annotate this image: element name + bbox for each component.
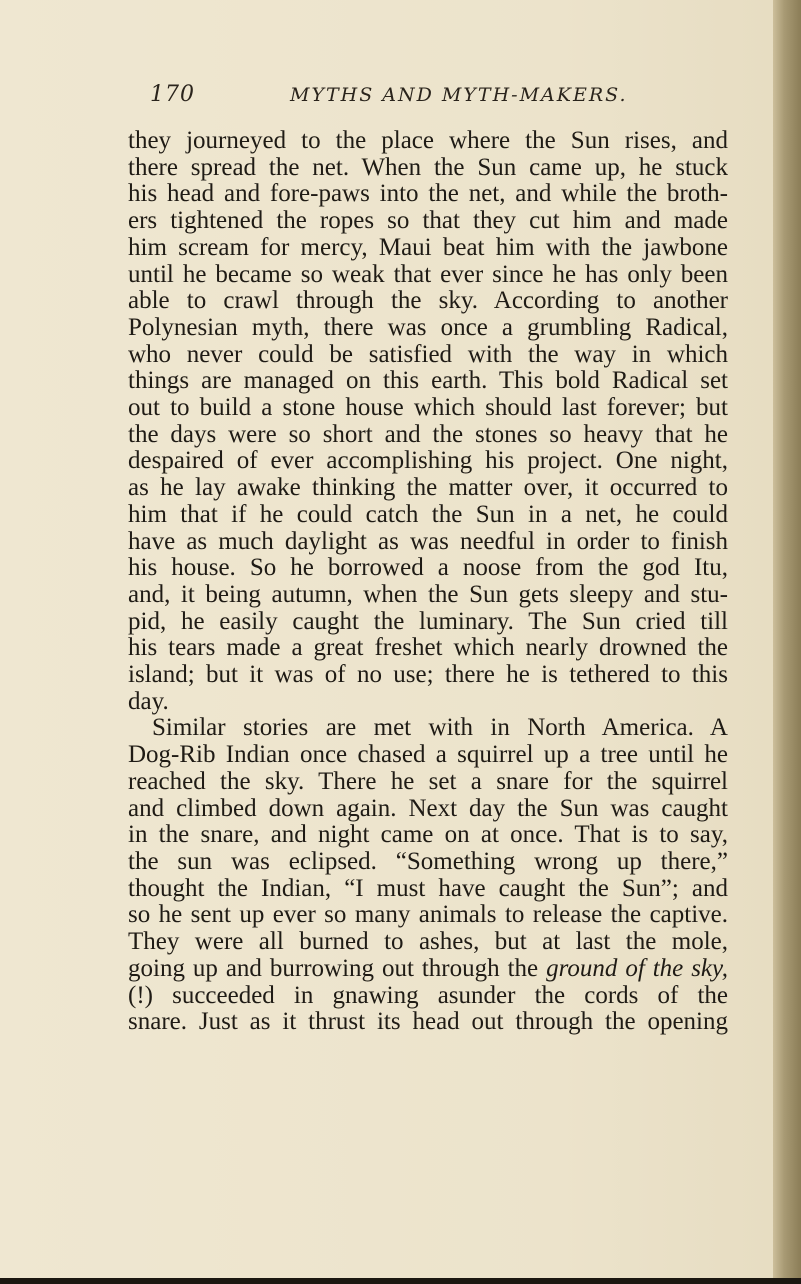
text-line: the sun was eclipsed. “Something wrong up there,” <box>128 847 728 875</box>
text-line: out to build a stone house which should last forever; but <box>128 394 728 422</box>
text-line: day. <box>128 687 169 715</box>
text-line: and climbed down again. Next day the Sun was caught <box>128 794 728 822</box>
text-line: pid, he easily caught the luminary. The Sun cried till <box>128 607 728 635</box>
text-line: so he sent up ever so many animals to release the captive. <box>128 901 728 929</box>
text-line: they journeyed to the place where the Sun rises, and <box>128 127 728 154</box>
text-line: have as much daylight as was needful in order to finish <box>128 527 728 555</box>
text-line: and, it being autumn, when the Sun gets sleepy and stu- <box>128 580 728 608</box>
text-line: in the snare, and night came on at once. That is to say, <box>128 821 728 849</box>
text-line: Dog-Rib Indian once chased a squirrel up a tree until he <box>128 741 728 769</box>
page-number: 170 <box>150 82 195 107</box>
text-line: ers tightened the ropes so that they cut him and made <box>128 207 728 235</box>
text-line: able to crawl through the sky. According to another <box>128 287 728 315</box>
text-line: him scream for mercy, Maui beat him with the jawbone <box>128 233 728 261</box>
text-line: Similar stories are met with in North America. A <box>152 714 728 742</box>
body-text <box>128 128 728 1036</box>
text-segment: going up and burrowing out through the <box>128 954 539 982</box>
page-bottom-edge <box>0 1278 801 1284</box>
text-line: island; but it was of no use; there he is tethered to this <box>128 661 728 689</box>
text-line: there spread the net. When the Sun came up, he stuck <box>128 153 728 181</box>
text-line: despaired of ever accomplishing his project. One night, <box>128 447 728 475</box>
text-line: reached the sky. There he set a snare for the squirrel <box>128 767 728 795</box>
text-line: him that if he could catch the Sun in a net, he could <box>128 500 728 528</box>
text-line: (!) succeeded in gnawing asunder the cords of the <box>128 981 728 1009</box>
italic-text: ground of the sky, <box>546 954 728 982</box>
running-head: MYTHS AND MYTH-MAKERS. <box>290 84 628 106</box>
text-line: as he lay awake thinking the matter over, it occurred to <box>128 474 728 502</box>
text-line: snare. Just as it thrust its head out through the opening <box>128 1008 728 1036</box>
text-line: his tears made a great freshet which nearly drowned the <box>128 634 728 662</box>
text-line: thought the Indian, “I must have caught the Sun”; and <box>128 874 728 902</box>
page-header <box>150 82 650 112</box>
text-line: things are managed on this earth. This bold Radical set <box>128 367 728 395</box>
text-line: They were all burned to ashes, but at last the mole, <box>128 928 728 956</box>
text-line: Polynesian myth, there was once a grumbling Radical, <box>128 313 728 341</box>
text-line: his house. So he borrowed a noose from the god Itu, <box>128 554 728 582</box>
text-line <box>128 956 728 983</box>
text-line: until he became so weak that ever since he has only been <box>128 260 728 288</box>
page-binding-edge <box>773 0 801 1284</box>
text-line: who never could be satisfied with the way in which <box>128 340 728 368</box>
text-line: the days were so short and the stones so heavy that he <box>128 420 728 448</box>
text-line: his head and fore-paws into the net, and while the broth- <box>128 180 728 208</box>
